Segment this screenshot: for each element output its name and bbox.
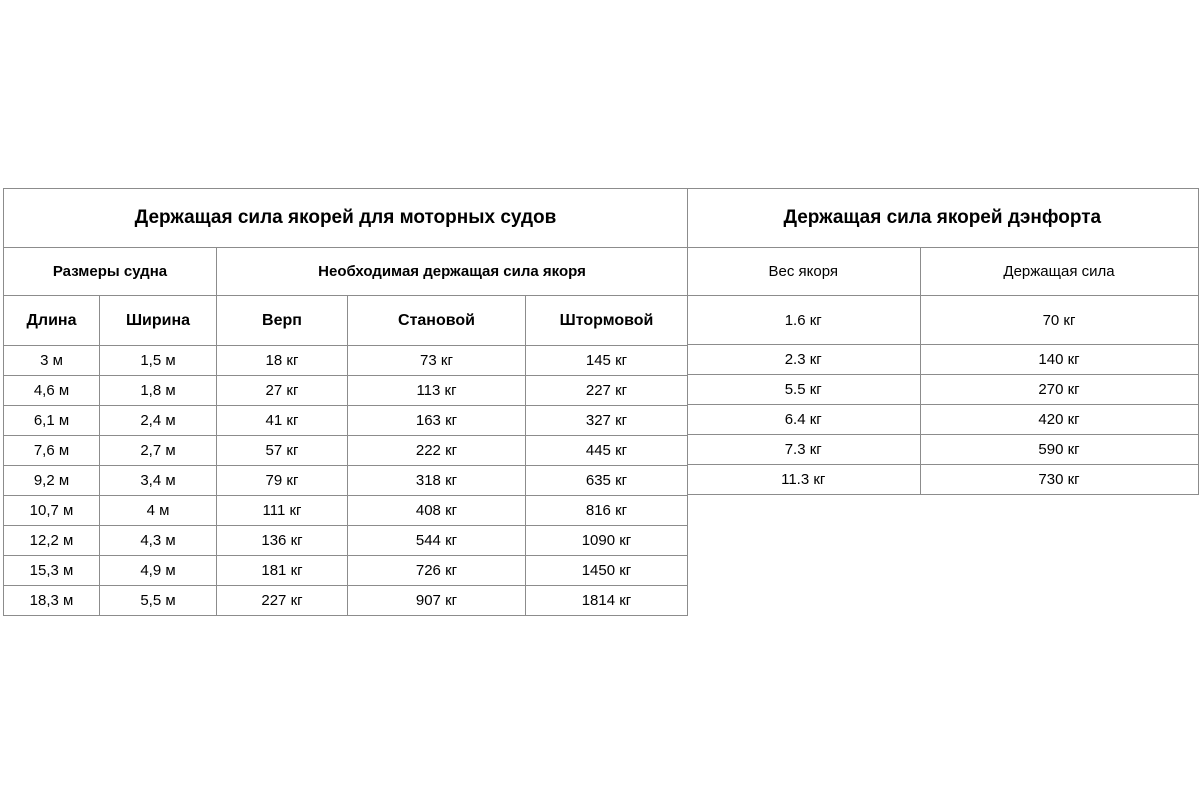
table-cell: 18 кг <box>217 346 348 376</box>
table-row <box>4 406 688 436</box>
column-header-storm: Штормовой <box>526 296 688 346</box>
table-cell: 113 кг <box>348 376 526 406</box>
table-row <box>4 466 688 496</box>
table-row <box>4 436 688 466</box>
table-cell: 79 кг <box>217 466 348 496</box>
table-row <box>687 465 1198 495</box>
table-cell: 3 м <box>4 346 100 376</box>
table-cell: 1090 кг <box>526 526 688 556</box>
table-cell: 730 кг <box>920 465 1198 495</box>
table-cell: 140 кг <box>920 345 1198 375</box>
motor-table-title: Держащая сила якорей для моторных судов <box>4 189 688 248</box>
table-cell: 635 кг <box>526 466 688 496</box>
table-row <box>4 556 688 586</box>
table-cell: 41 кг <box>217 406 348 436</box>
table-row <box>687 405 1198 435</box>
table-cell: 227 кг <box>217 586 348 616</box>
table-cell: 6,1 м <box>4 406 100 436</box>
table-cell: 181 кг <box>217 556 348 586</box>
table-cell: 7.3 кг <box>687 435 920 465</box>
column-header-anchor-weight: Вес якоря <box>687 248 920 296</box>
table-cell: 5.5 кг <box>687 375 920 405</box>
table-cell: 57 кг <box>217 436 348 466</box>
table-cell: 816 кг <box>526 496 688 526</box>
table-cell: 70 кг <box>920 296 1198 345</box>
table-cell: 4,6 м <box>4 376 100 406</box>
table-cell: 4,9 м <box>100 556 217 586</box>
table-cell: 15,3 м <box>4 556 100 586</box>
table-cell: 7,6 м <box>4 436 100 466</box>
table-cell: 3,4 м <box>100 466 217 496</box>
table-cell: 18,3 м <box>4 586 100 616</box>
table-cell: 73 кг <box>348 346 526 376</box>
table-cell: 590 кг <box>920 435 1198 465</box>
vessel-size-group-header: Размеры судна <box>4 248 217 296</box>
table-cell: 2.3 кг <box>687 345 920 375</box>
column-header-length: Длина <box>4 296 100 346</box>
table-cell: 222 кг <box>348 436 526 466</box>
table-cell: 445 кг <box>526 436 688 466</box>
column-header-bower: Становой <box>348 296 526 346</box>
table-row <box>4 496 688 526</box>
table-cell: 726 кг <box>348 556 526 586</box>
table-cell: 1,5 м <box>100 346 217 376</box>
table-cell: 270 кг <box>920 375 1198 405</box>
table-cell: 11.3 кг <box>687 465 920 495</box>
table-cell: 6.4 кг <box>687 405 920 435</box>
table-cell: 4 м <box>100 496 217 526</box>
table-cell: 163 кг <box>348 406 526 436</box>
table-cell: 9,2 м <box>4 466 100 496</box>
table-cell: 2,7 м <box>100 436 217 466</box>
table-row <box>687 345 1198 375</box>
table-cell: 10,7 м <box>4 496 100 526</box>
motor-vessel-anchor-table <box>3 188 688 616</box>
table-row <box>4 526 688 556</box>
table-row <box>4 376 688 406</box>
table-cell: 111 кг <box>217 496 348 526</box>
table-cell: 145 кг <box>526 346 688 376</box>
column-header-width: Ширина <box>100 296 217 346</box>
column-header-kedge: Верп <box>217 296 348 346</box>
table-cell: 1814 кг <box>526 586 688 616</box>
table-row <box>4 586 688 616</box>
table-cell: 408 кг <box>348 496 526 526</box>
table-cell: 27 кг <box>217 376 348 406</box>
table-cell: 1.6 кг <box>687 296 920 345</box>
table-row <box>687 375 1198 405</box>
table-cell: 4,3 м <box>100 526 217 556</box>
danforth-anchor-table <box>687 188 1199 495</box>
table-row <box>687 296 1198 345</box>
table-row <box>687 435 1198 465</box>
table-cell: 1450 кг <box>526 556 688 586</box>
table-cell: 12,2 м <box>4 526 100 556</box>
column-header-holding-force: Держащая сила <box>920 248 1198 296</box>
table-cell: 5,5 м <box>100 586 217 616</box>
table-cell: 327 кг <box>526 406 688 436</box>
danforth-table-title: Держащая сила якорей дэнфорта <box>687 189 1198 248</box>
table-cell: 1,8 м <box>100 376 217 406</box>
table-cell: 2,4 м <box>100 406 217 436</box>
table-cell: 544 кг <box>348 526 526 556</box>
table-cell: 420 кг <box>920 405 1198 435</box>
table-cell: 907 кг <box>348 586 526 616</box>
table-row <box>4 346 688 376</box>
table-cell: 318 кг <box>348 466 526 496</box>
required-force-group-header: Необходимая держащая сила якоря <box>217 248 688 296</box>
table-cell: 136 кг <box>217 526 348 556</box>
table-cell: 227 кг <box>526 376 688 406</box>
